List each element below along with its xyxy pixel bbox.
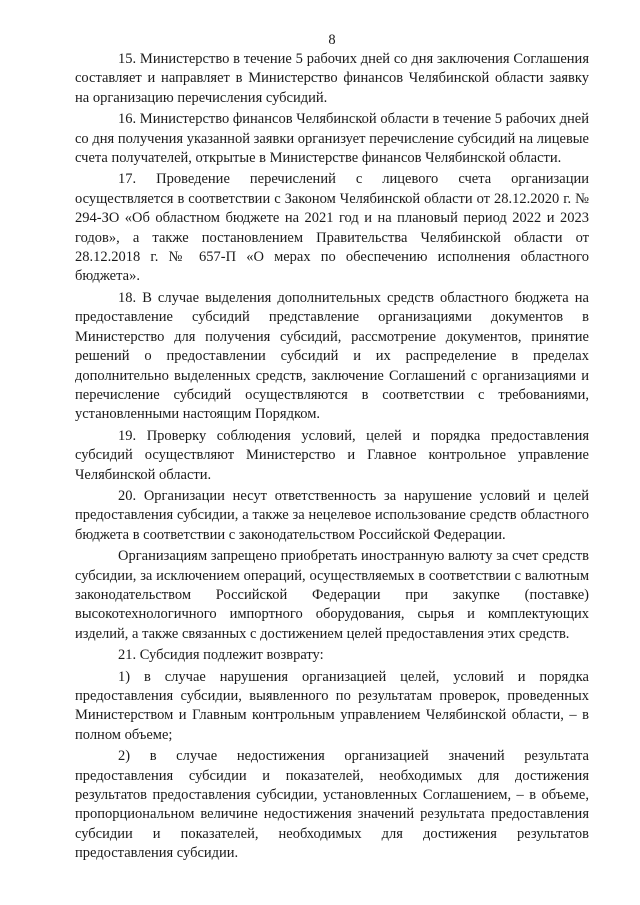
paragraph-21-item-1: 1) в случае нарушения организацией целей, условий и порядка предоставления субсидии, выявленного по результатам проверок, проведенных Министерством и Главным контрольным управлением Челябинской области, – в полном объеме; xyxy=(75,668,589,743)
page-number: 8 xyxy=(328,32,336,48)
paragraph-21-item-2: 2) в случае недостижения организацией значений результата предоставления субсидии и показателей, необходимых для достижения результатов предоставления субсидии, установленных Соглашением, – в объеме, пропорциональном величине недостижения значений результата предоставления субсидии и показателей, необходимых для достижения результатов предоставления субсидии. xyxy=(75,748,589,862)
paragraph-17: 17. Проведение перечислений с лицевого счета организации осуществляется в соответствии с Законом Челябинской области от 28.12.2020 г. № 294-ЗО «Об областном бюджете на 2021 год и на плановый период 2022 и 2023 годов», а также постановлением Правительства Челябинской области от 28.12.2018 г. № 657-П «О мерах по обеспечению исполнения областного бюджета». xyxy=(75,171,589,285)
document-page xyxy=(75,0,589,905)
paragraph-19: 19. Проверку соблюдения условий, целей и порядка предоставления субсидий осуществляют Министерство и Главное контрольное управление Челябинской области. xyxy=(75,427,589,483)
paragraph-15: 15. Министерство в течение 5 рабочих дней со дня заключения Соглашения составляет и направляет в Министерство финансов Челябинской области заявку на организацию перечисления субсидий. xyxy=(75,51,589,106)
paragraph-20-currency: Организациям запрещено приобретать иностранную валюту за счет средств субсидии, за исключением операций, осуществляемых в соответствии с валютным законодательством Российской Федерации при закупке (поставке) высокотехнологичного импортного оборудования, сырья и комплектующих изделий, а также связанных с достижением целей предоставления этих средств. xyxy=(75,548,589,642)
paragraph-21: 21. Субсидия подлежит возврату: xyxy=(118,647,324,664)
paragraph-20: 20. Организации несут ответственность за нарушение условий и целей предоставления субсидии, а также за нецелевое использование средств областного бюджета в соответствии с законодательством Российской Федерации. xyxy=(75,487,589,543)
document-body xyxy=(75,50,589,866)
paragraph-16: 16. Министерство финансов Челябинской области в течение 5 рабочих дней со дня получения указанной заявки организует перечисление субсидий на лицевые счета получателей, открытые в Министерстве финансов Челябинской области. xyxy=(75,111,589,167)
paragraph-18: 18. В случае выделения дополнительных средств областного бюджета на предоставление субсидий представление организациями документов в Министерство для получения субсидий, рассмотрение документов, принятие решений о предоставлении субсидий и их распределение в пределах дополнительно выделенных средств, заключение Соглашений с организациями и перечисление субсидий осуществляются в соответствии с требованиями, установленными настоящим Порядком. xyxy=(75,289,589,423)
